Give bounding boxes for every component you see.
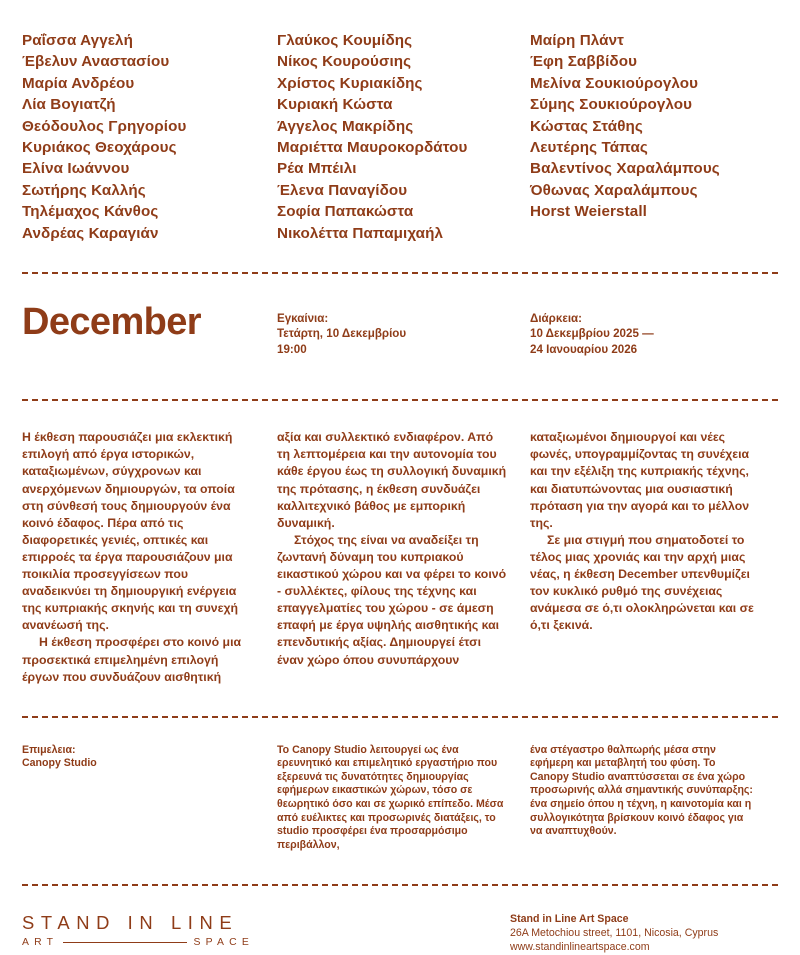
logo-art-text: ART — [22, 937, 59, 949]
artist-name: Σοφία Παπακώστα — [277, 203, 414, 221]
artist-name: Κυριακή Κώστα — [277, 96, 393, 114]
studio-description-column-2 — [530, 744, 778, 853]
artist-name: Νικολέττα Παπαμιχαήλ — [277, 224, 444, 242]
curator-label: Επιμελεια: — [22, 743, 76, 756]
artist-name: Όθωνας Χαραλάμπους — [530, 181, 698, 199]
page-title: December — [22, 301, 201, 344]
gallery-name: Stand in Line Art Space — [510, 913, 629, 926]
artist-name: Horst Weierstall — [530, 203, 647, 221]
artist-name: Λία Βογιατζή — [22, 96, 116, 114]
artist-name: Άγγελος Μακρίδης — [277, 117, 414, 135]
artist-name: Κώστας Στάθης — [530, 117, 643, 135]
gallery-website[interactable]: www.standinlineartspace.com — [510, 941, 650, 954]
studio-paragraph: ένα στέγαστρο θαλπωρής μέσα στην εφήμερη και μεταβλητή του φύση. Το Canopy Studio αναπτύσσεται σε ένα χώρο προσωρινής αλλά σημαντικής συνύπαρξης: ένα σημείο όπου η τέχνη, η καινοτομία και η συλλογικότητα βρίσκουν κοινό έδαφος για να αναπτυχθούν. — [530, 743, 753, 838]
artist-name: Μαίρη Πλάντ — [530, 32, 624, 49]
opening-time: 19:00 — [277, 342, 307, 356]
artist-name: Νίκος Κουρούσιης — [277, 53, 412, 71]
artist-name: Έλενα Παναγίδου — [277, 181, 408, 199]
statement-paragraph: Σε μια στιγμή που σηματοδοτεί το τέλος μιας χρονιάς και την αρχή μιας νέας, η έκθεση December υπενθυμίζει τον κυκλικό ρυθμό της συνέχειας ανάμεσα σε ό,τι ολοκληρώνεται και σε ό,τι ξεκινά. — [530, 532, 754, 633]
logo-subline — [22, 937, 254, 948]
gallery-logo[interactable] — [22, 912, 254, 948]
opening-date: Τετάρτη, 10 Δεκεμβρίου — [277, 327, 407, 341]
artist-name: Γλαύκος Κουμίδης — [277, 32, 413, 49]
statement-column-3 — [530, 429, 778, 685]
artist-name: Ελίνα Ιωάννου — [22, 160, 130, 178]
statement-column-1 — [22, 429, 277, 685]
artist-name: Μαρία Ανδρέου — [22, 74, 135, 92]
artist-name: Λευτέρης Τάπας — [530, 139, 648, 157]
exhibition-statement — [22, 401, 778, 715]
statement-paragraph: καταξιωμένοι δημιουργοί και νέες φωνές, υπογραμμίζοντας τη συνέχεια και την εξέλιξη της κυπριακής τέχνης, και διατυπώνοντας μια ουσιαστική πρόταση για την αγορά και το μέλλον της. — [530, 430, 750, 530]
artist-name: Χρίστος Κυριακίδης — [277, 74, 423, 92]
artist-name: Θεόδουλος Γρηγορίου — [22, 117, 187, 135]
logo-wordmark: STAND IN LINE — [22, 912, 239, 934]
curator-name: Canopy Studio — [22, 757, 97, 770]
logo-space-text: SPACE — [193, 937, 254, 949]
statement-column-2 — [277, 429, 530, 685]
artist-name: Μαριέττα Μαυροκορδάτου — [277, 139, 468, 157]
statement-paragraph: Η έκθεση προσφέρει στο κοινό μια προσεκτικά επιμελημένη επιλογή έργων που συνδυάζουν αισθητική — [22, 635, 242, 684]
studio-paragraph: Το Canopy Studio λειτουργεί ως ένα ερευνητικό και επιμελητικό εργαστήριο που εξερευνά τις δυνατότητες δημιουργίας εφήμερων εικαστικών χώρων, τόσο σε θεωρητικό όσο και σε χωρικό επίπεδο. Μέσα από ευέλικτες και προσωρινές διατάξεις, το studio προσφέρει ένα προσαρμόσιμο περιβάλλον, — [277, 743, 504, 851]
artist-name: Ρέα Μπέιλι — [277, 160, 357, 178]
artist-column-1 — [22, 30, 277, 244]
curator-credit — [22, 744, 277, 853]
artist-name: Σύμης Σουκιούρογλου — [530, 96, 693, 114]
studio-description-column-1 — [277, 744, 530, 853]
statement-paragraph: Στόχος της είναι να αναδείξει τη ζωντανή δύναμη του κυπριακού εικαστικού χώρου και να φέρει το κοινό - συλλέκτες, φίλους της τέχνης και επαγγελματίες του χώρου - σε άμεση επαφή με έργα υψηλής αισθητικής και επενδυτικής αξίας. Δημιουργεί έτσι έναν χώρο όπου συνυπάρχουν — [277, 532, 507, 667]
duration-start: 10 Δεκεμβρίου 2025 — — [530, 327, 654, 341]
artist-name: Σωτήρης Καλλής — [22, 181, 146, 199]
artist-name: Ανδρέας Καραγιάν — [22, 224, 159, 242]
title-band — [22, 274, 778, 399]
artist-column-3 — [530, 30, 778, 244]
statement-paragraph: Η έκθεση παρουσιάζει μια εκλεκτική επιλογή από έργα ιστορικών, καταξιωμένων, σύγχρονων και ανερχόμενων δημιουργών, τα οποία στη σύνθεσή τους δημιουργούν ένα κοινό έδαφος. Πέρα από τις διαφορετικές γενιές, οπτικές και επιρροές τα έργα παρουσιάζουν μια ποικιλία προσεγγίσεων που αναδεικνύει τη δημιουργική ενέργεια της κυπριακής σκηνής και τη συνεχή ανανέωσή της. — [22, 430, 239, 633]
duration-end: 24 Ιανουαρίου 2026 — [530, 342, 638, 356]
gallery-street: 26A Metochiou street, 1101, Nicosia, Cyprus — [510, 927, 719, 940]
artist-name: Ραΐσσα Αγγελή — [22, 32, 133, 49]
footer — [22, 886, 778, 954]
duration-label: Διάρκεια: — [530, 312, 583, 326]
opening-label: Εγκαίνια: — [277, 312, 329, 326]
artist-name: Μελίνα Σουκιούρογλου — [530, 74, 699, 92]
statement-paragraph: αξία και συλλεκτικό ενδιαφέρον. Από τη λεπτομέρεια και την αυτονομία του κάθε έργου έως τη συλλογική δυναμική της πρότασης, η έκθεση συνδυάζει καλλιτεχνικό βάθος με εμπορική δυναμική. — [277, 430, 507, 530]
artist-name: Τηλέμαχος Κάνθος — [22, 203, 159, 221]
artist-name: Έφη Σαββίδου — [530, 53, 638, 71]
gallery-address — [510, 912, 778, 954]
artist-name: Βαλεντίνος Χαραλάμπους — [530, 160, 720, 178]
artist-name: Κυριάκος Θεοχάρους — [22, 139, 177, 157]
artist-name: Έβελυν Αναστασίου — [22, 53, 170, 71]
duration-info — [530, 306, 778, 357]
logo-divider-line — [63, 942, 186, 943]
artist-column-2 — [277, 30, 530, 244]
credits-band — [22, 718, 778, 885]
opening-info — [277, 306, 530, 357]
artist-list — [22, 0, 778, 244]
